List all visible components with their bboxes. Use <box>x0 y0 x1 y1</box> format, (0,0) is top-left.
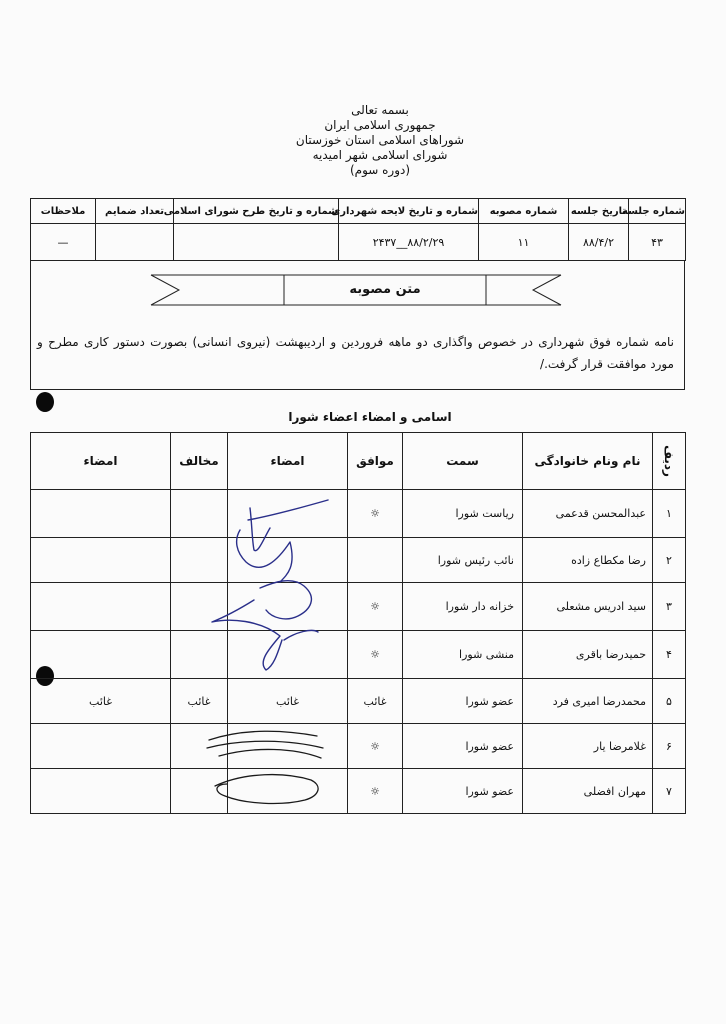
session-info-value-row <box>31 224 686 261</box>
signature-cell <box>228 583 348 631</box>
oppose-header: مخالف <box>171 433 228 490</box>
oppose-signature-header: امضاء <box>31 433 171 490</box>
document-header <box>180 103 580 178</box>
row-number: ۲ <box>653 538 686 583</box>
agree-mark: ☼ <box>348 490 403 538</box>
resolution-box <box>30 261 685 390</box>
member-role: نائب رئیس شورا <box>403 538 523 583</box>
table-row <box>31 769 686 814</box>
member-name: محمدرضا امیری فرد <box>523 679 653 724</box>
member-role: منشی شورا <box>403 631 523 679</box>
agree-header: موافق <box>348 433 403 490</box>
remarks: — <box>31 224 96 261</box>
table-row <box>31 724 686 769</box>
oppose-mark: غائب <box>171 679 228 724</box>
agree-mark: ☼ <box>348 583 403 631</box>
signature-cell <box>228 724 348 769</box>
member-name: سید ادریس مشعلی <box>523 583 653 631</box>
member-name: مهران افضلی <box>523 769 653 814</box>
session-number: ۴۳ <box>629 224 686 261</box>
agree-mark <box>348 538 403 583</box>
attachments-count <box>96 224 174 261</box>
table-row <box>31 583 686 631</box>
signature-cell <box>228 490 348 538</box>
punch-hole <box>36 392 54 412</box>
table-row <box>31 679 686 724</box>
council-plan-header: شماره و تاریخ طرح شورای اسلامی <box>174 199 339 224</box>
city-council: شورای اسلامی شهر امیدیه <box>312 148 448 162</box>
member-role: خزانه دار شورا <box>403 583 523 631</box>
oppose-signature-cell <box>31 490 171 538</box>
members-title: اسامی و امضاء اعضاء شورا <box>288 410 452 424</box>
row-number: ۷ <box>653 769 686 814</box>
oppose-signature-cell <box>31 583 171 631</box>
municipal-bill-header: شماره و تاریخ لایحه شهرداری <box>339 199 479 224</box>
oppose-signature-cell <box>31 538 171 583</box>
country-name: جمهوری اسلامی ایران <box>324 118 436 132</box>
agree-mark: غائب <box>348 679 403 724</box>
oppose-mark <box>171 490 228 538</box>
row-number: ۱ <box>653 490 686 538</box>
council-term: (دوره سوم) <box>349 163 411 177</box>
member-role: ریاست شورا <box>403 490 523 538</box>
oppose-mark <box>171 724 228 769</box>
oppose-mark <box>171 538 228 583</box>
municipal-bill: ۸۸/۲/۲۹__۲۴۳۷ <box>339 224 479 261</box>
oppose-mark <box>171 631 228 679</box>
session-date: ۸۸/۴/۲ <box>569 224 629 261</box>
resolution-number: ۱۱ <box>479 224 569 261</box>
member-role: عضو شورا <box>403 724 523 769</box>
table-row <box>31 631 686 679</box>
members-table <box>30 432 686 814</box>
member-name: حمیدرضا باقری <box>523 631 653 679</box>
session-info-table <box>30 198 686 261</box>
resolution-text: نامه شماره فوق شهرداری در خصوص واگذاری دو ماهه فروردین و اردیبهشت (نیروی انسانی) بصورت دستور کاری مطرح و مورد موافقت قرار گرفت./ <box>37 335 674 371</box>
remarks-header: ملاحظات <box>31 199 96 224</box>
resolution-title: متن مصوبه <box>349 282 421 297</box>
province-councils: شوراهای اسلامی استان خوزستان <box>295 133 465 147</box>
council-plan <box>174 224 339 261</box>
agree-mark: ☼ <box>348 769 403 814</box>
oppose-mark <box>171 583 228 631</box>
session-number-header: شماره جلسه <box>629 199 686 224</box>
table-row <box>31 490 686 538</box>
row-number: ۳ <box>653 583 686 631</box>
oppose-signature-cell: غائب <box>31 679 171 724</box>
resolution-number-header: شماره مصوبه <box>479 199 569 224</box>
row-number-header: ردیف <box>653 433 686 490</box>
table-row <box>31 538 686 583</box>
row-number: ۵ <box>653 679 686 724</box>
basmala: بسمه تعالی <box>351 103 409 117</box>
session-info-header-row <box>31 199 686 224</box>
member-name: عبدالمحسن قدعمی <box>523 490 653 538</box>
agree-mark: ☼ <box>348 631 403 679</box>
oppose-signature-cell <box>31 631 171 679</box>
member-role: عضو شورا <box>403 769 523 814</box>
full-name-header: نام ونام خانوادگی <box>523 433 653 490</box>
oppose-signature-cell <box>31 769 171 814</box>
signature-cell <box>228 631 348 679</box>
member-role: عضو شورا <box>403 679 523 724</box>
row-number: ۴ <box>653 631 686 679</box>
row-number: ۶ <box>653 724 686 769</box>
member-name: رضا مکطاع زاده <box>523 538 653 583</box>
session-date-header: تاریخ جلسه <box>569 199 629 224</box>
signature-cell: غائب <box>228 679 348 724</box>
oppose-signature-cell <box>31 724 171 769</box>
agree-mark: ☼ <box>348 724 403 769</box>
signature-header: امضاء <box>228 433 348 490</box>
signature-cell <box>228 538 348 583</box>
member-name: غلامرضا یار <box>523 724 653 769</box>
position-header: سمت <box>403 433 523 490</box>
oppose-mark <box>171 769 228 814</box>
members-header-row <box>31 433 686 490</box>
signature-cell <box>228 769 348 814</box>
attachments-header: تعداد ضمایم <box>96 199 174 224</box>
